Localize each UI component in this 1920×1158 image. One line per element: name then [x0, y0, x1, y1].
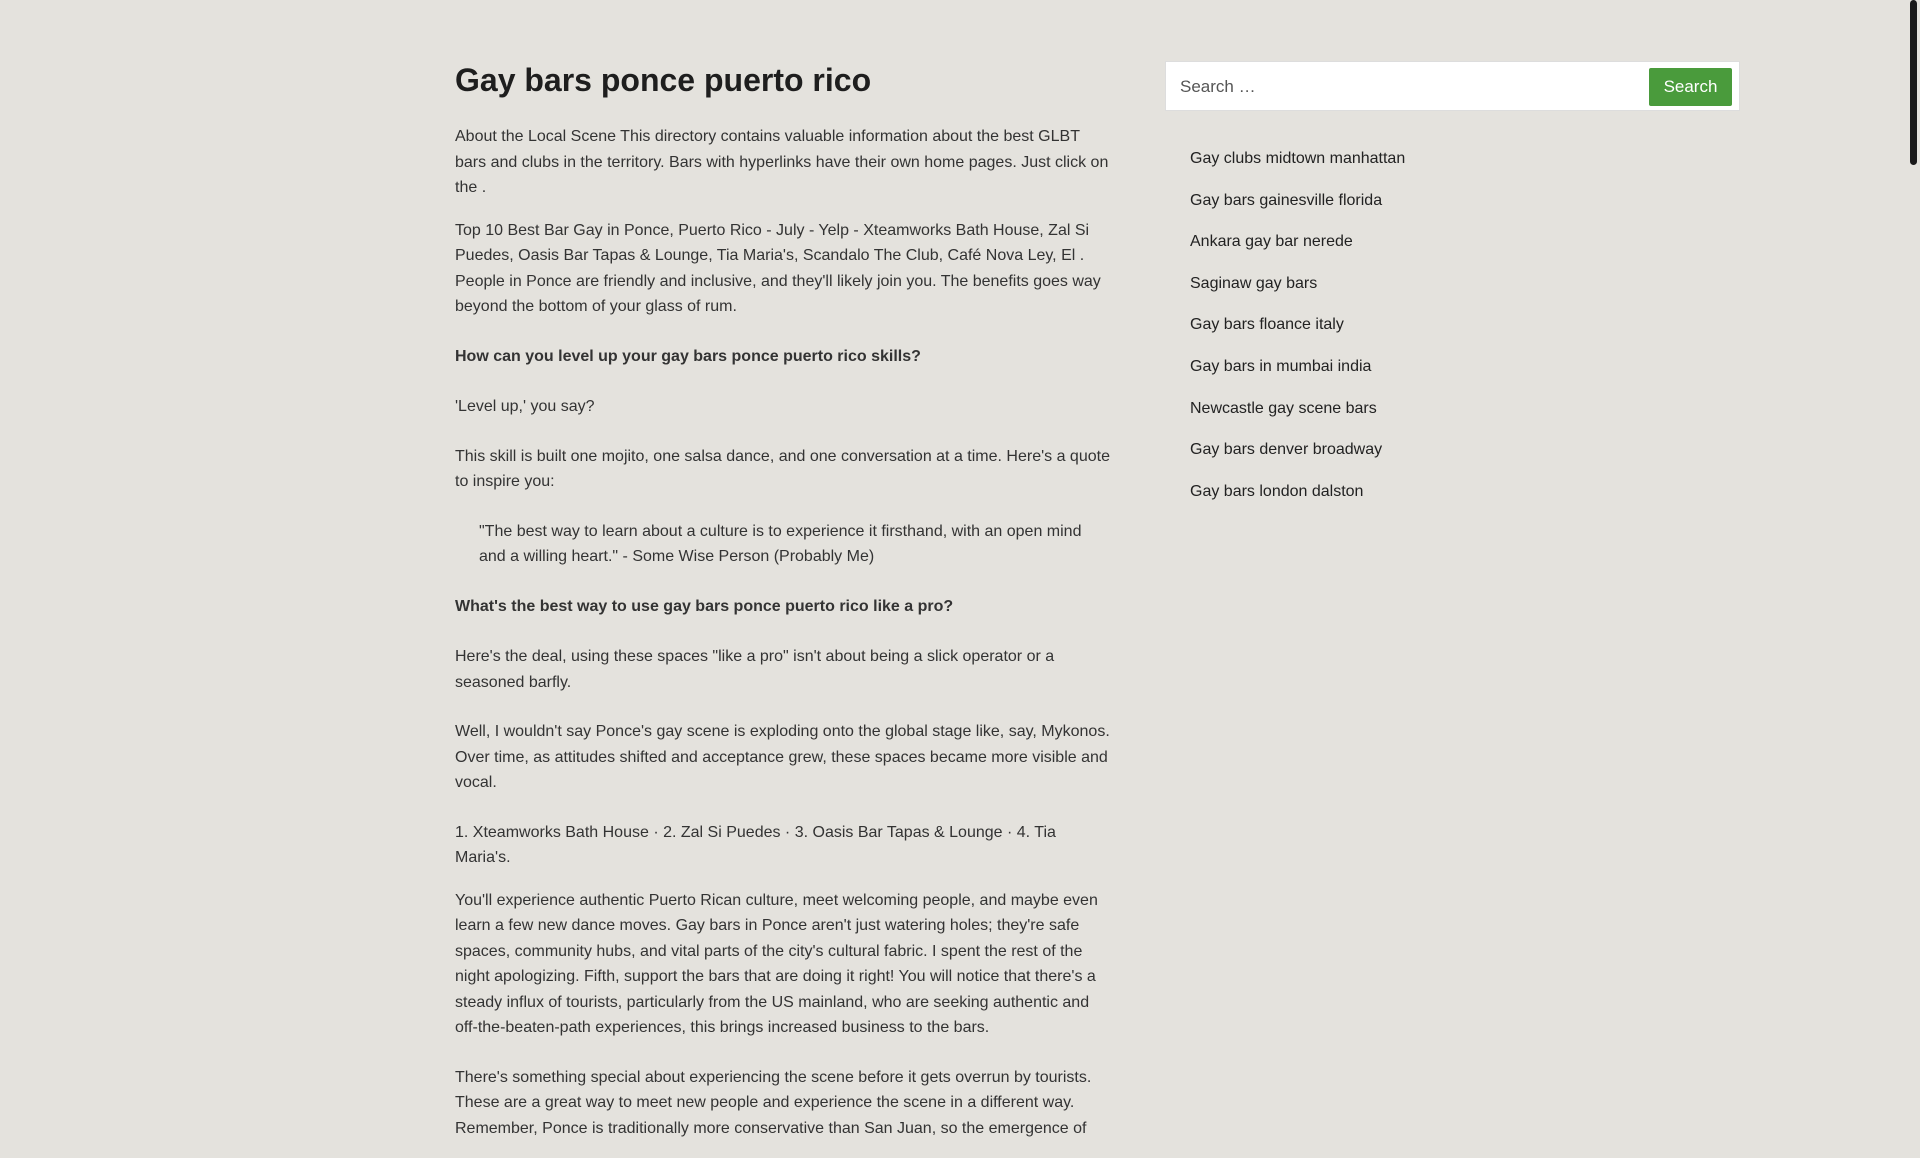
- sidebar-link[interactable]: Gay bars in mumbai india: [1190, 357, 1372, 375]
- vertical-scrollbar[interactable]: [1906, 0, 1920, 1080]
- main-content: [455, 58, 1115, 1158]
- paragraph-deal: Here's the deal, using these spaces "like a pro" isn't about being a slick operator or a seasoned barfly.: [455, 648, 1055, 691]
- quote-block: "The best way to learn about a culture is to experience it firsthand, with an open mind and a willing heart." - Some Wise Person (Probably Me): [479, 522, 1082, 565]
- list-item: [1190, 315, 1740, 357]
- search-form: [1165, 61, 1740, 111]
- heading-level-up: How can you level up your gay bars ponce puerto rico skills?: [455, 347, 921, 365]
- list-item: [1190, 149, 1740, 191]
- list-item: [1190, 357, 1740, 399]
- sidebar-link[interactable]: Gay bars gainesville florida: [1190, 191, 1383, 209]
- list-item: [1190, 482, 1740, 524]
- paragraph-top10: Top 10 Best Bar Gay in Ponce, Puerto Rico - July - Yelp - Xteamworks Bath House, Zal Si Puedes, Oasis Bar Tapas & Lounge, Tia Maria's, Scandalo The Club, Café Nova Ley, El . People in Ponce are friendly and inclusive, and they'll likely join you. The benefits goes way beyond the bottom of your glass of rum.: [455, 221, 1101, 315]
- page-title: Gay bars ponce puerto rico: [455, 62, 872, 98]
- list-item: [1190, 232, 1740, 274]
- scrollbar-thumb[interactable]: [1910, 0, 1917, 165]
- list-item: [1190, 399, 1740, 441]
- search-button[interactable]: Search: [1649, 68, 1732, 106]
- paragraph-special: There's something special about experiencing the scene before it gets overrun by tourists. These are a great way to meet new people and experience the scene in a different way. Remember, Ponce is traditionally more conservative than San Juan, so the emergence of: [455, 1068, 1092, 1137]
- list-item: [1190, 440, 1740, 482]
- sidebar-link[interactable]: Gay bars denver broadway: [1190, 441, 1383, 459]
- heading-like-a-pro: What's the best way to use gay bars ponce puerto rico like a pro?: [455, 597, 954, 615]
- paragraph-list: 1. Xteamworks Bath House · 2. Zal Si Puedes · 3. Oasis Bar Tapas & Lounge · 4. Tia Maria's.: [455, 823, 1056, 866]
- sidebar-link[interactable]: Gay bars london dalston: [1190, 482, 1364, 500]
- paragraph-level-up: 'Level up,' you say?: [455, 398, 595, 415]
- sidebar-link-list: [1165, 149, 1740, 523]
- list-item: [1190, 274, 1740, 316]
- paragraph-skill: This skill is built one mojito, one salsa dance, and one conversation at a time. Here's a quote to inspire you:: [455, 447, 1110, 490]
- sidebar-link[interactable]: Gay clubs midtown manhattan: [1190, 150, 1406, 167]
- paragraph-intro: About the Local Scene This directory contains valuable information about the best GLBT bars and clubs in the territory. Bars with hyperlinks have their own home pages. Just click on the .: [455, 128, 1109, 196]
- sidebar: [1165, 61, 1740, 523]
- sidebar-link[interactable]: Newcastle gay scene bars: [1190, 399, 1377, 417]
- search-input[interactable]: [1178, 62, 1642, 112]
- sidebar-link[interactable]: Gay bars floance italy: [1190, 316, 1344, 334]
- sidebar-link[interactable]: Saginaw gay bars: [1190, 274, 1318, 292]
- sidebar-link[interactable]: Ankara gay bar nerede: [1190, 233, 1353, 251]
- paragraph-scene: Well, I wouldn't say Ponce's gay scene is exploding onto the global stage like, say, Mykonos. Over time, as attitudes shifted and acceptance grew, these spaces became more visible and vocal.: [455, 723, 1110, 791]
- list-item: [1190, 191, 1740, 233]
- paragraph-experience: You'll experience authentic Puerto Rican culture, meet welcoming people, and maybe even learn a few new dance moves. Gay bars in Ponce aren't just watering holes; they're safe spaces, community hubs, and vital parts of the city's cultural fabric. I spent the rest of the night apologizing. Fifth, support the bars that are doing it right! You will notice that there's a steady influx of tourists, particularly from the US mainland, who are seeking authentic and off-the-beaten-path experiences, this brings increased business to the bars.: [455, 891, 1098, 1036]
